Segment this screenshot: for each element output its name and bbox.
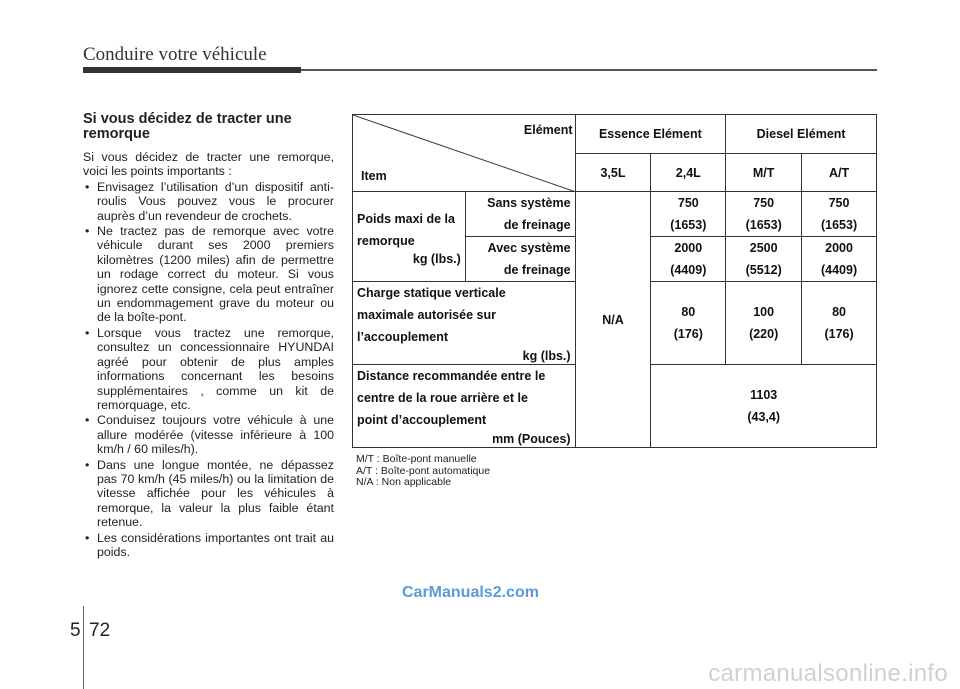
table-cell: 80 (176)	[651, 282, 726, 365]
header-rule	[301, 69, 877, 71]
left-column	[83, 112, 334, 560]
bullet-list	[83, 180, 334, 560]
sub-header-with-brake: Avec système de freinage	[465, 237, 575, 282]
table-cell: 750 (1653)	[651, 192, 726, 237]
watermark-link[interactable]: CarManuals2.com	[402, 584, 539, 601]
bottom-watermark: carmanualsonline.info	[708, 660, 948, 687]
column-header: 2,4L	[651, 154, 726, 192]
table-cell: 2000 (4409)	[651, 237, 726, 282]
page-header-title: Conduire votre véhicule	[83, 44, 267, 65]
list-item: • Dans une longue montée, ne dépassez pas 70 km/h (45 miles/h) ou la limitation de vitesse affichée pour les véhicules à remorque, la valeur la plus faible étant retenue.	[85, 457, 334, 530]
list-item: • Les considérations importantes ont trait au poids.	[85, 530, 334, 559]
footnote: N/A : Non applicable	[356, 476, 452, 488]
bullet-icon: •	[85, 457, 90, 472]
footnote: A/T : Boîte-pont automatique	[356, 464, 491, 477]
corner-item-label: Item	[361, 169, 387, 183]
list-item: • Conduisez toujours votre véhicule à une allure modérée (vitesse inférieure à 100 km/h / 60 miles/h).	[85, 413, 334, 457]
section-title: Si vous décidez de tracter une remorque	[83, 111, 292, 142]
column-header: A/T	[802, 154, 877, 192]
table-cell: 1103 (43,4)	[651, 365, 877, 448]
column-header: 3,5L	[575, 154, 651, 192]
bullet-icon: •	[85, 224, 90, 239]
bullet-icon: •	[85, 179, 90, 194]
row-header-max-weight: Poids maxi de la remorque kg (lbs.)	[353, 192, 466, 282]
group-header-diesel: Diesel Elément	[726, 115, 877, 154]
intro-text: Si vous décidez de tracter une remorque, voici les points importants :	[83, 150, 334, 179]
list-item: • Lorsque vous tractez une remorque, consultez un concessionnaire HYUNDAI agréé pour obtenir de plus amples informations concernant les besoins supplémentaires , comme un kit de remorquage, etc.	[85, 325, 334, 412]
row-header-coupling-distance: Distance recommandée entre le centre de la roue arrière et le point d’accouplement mm (Pouces)	[353, 365, 576, 448]
group-header-essence: Essence Elément	[575, 115, 726, 154]
footnote: M/T : Boîte-pont manuelle	[356, 453, 477, 465]
table-cell: 80 (176)	[802, 282, 877, 365]
bullet-icon: •	[85, 413, 90, 428]
table-cell: 750 (1653)	[802, 192, 877, 237]
corner-element-label: Elément	[523, 123, 573, 137]
bullet-icon: •	[85, 325, 90, 340]
table-row	[353, 192, 877, 237]
towing-spec-table	[352, 114, 877, 448]
list-item: • Ne tractez pas de remorque avec votre véhicule durant ses 2000 premiers kilomètres (1200 miles) afin de permettre un rodage correct du moteur. Si vous ignorez cette consigne, cela peut entraîner un endommagement grave du moteur ou de la boîte-pont.	[85, 224, 334, 325]
section-number: 5	[70, 620, 81, 641]
table-corner-cell	[353, 115, 576, 192]
na-cell: N/A	[575, 192, 651, 448]
list-item: • Envisagez l’utilisation d’un dispositif anti-roulis Vous pouvez vous le procurer auprès d’un revendeur de crochets.	[85, 179, 334, 223]
sub-header-no-brake: Sans système de freinage	[465, 192, 575, 237]
table-cell: 2000 (4409)	[802, 237, 877, 282]
table-cell: 100 (220)	[726, 282, 802, 365]
bullet-icon: •	[85, 530, 90, 545]
footnotes	[356, 454, 490, 489]
table-cell: 750 (1653)	[726, 192, 802, 237]
table-row	[353, 115, 877, 154]
page-divider-line	[83, 606, 84, 689]
row-header-vertical-load: Charge statique verticale maximale autorisée sur l’accouplement kg (lbs.)	[353, 282, 576, 365]
header-bar	[83, 67, 301, 73]
table-cell: 2500 (5512)	[726, 237, 802, 282]
column-header: M/T	[726, 154, 802, 192]
page-number: 72	[89, 620, 111, 641]
